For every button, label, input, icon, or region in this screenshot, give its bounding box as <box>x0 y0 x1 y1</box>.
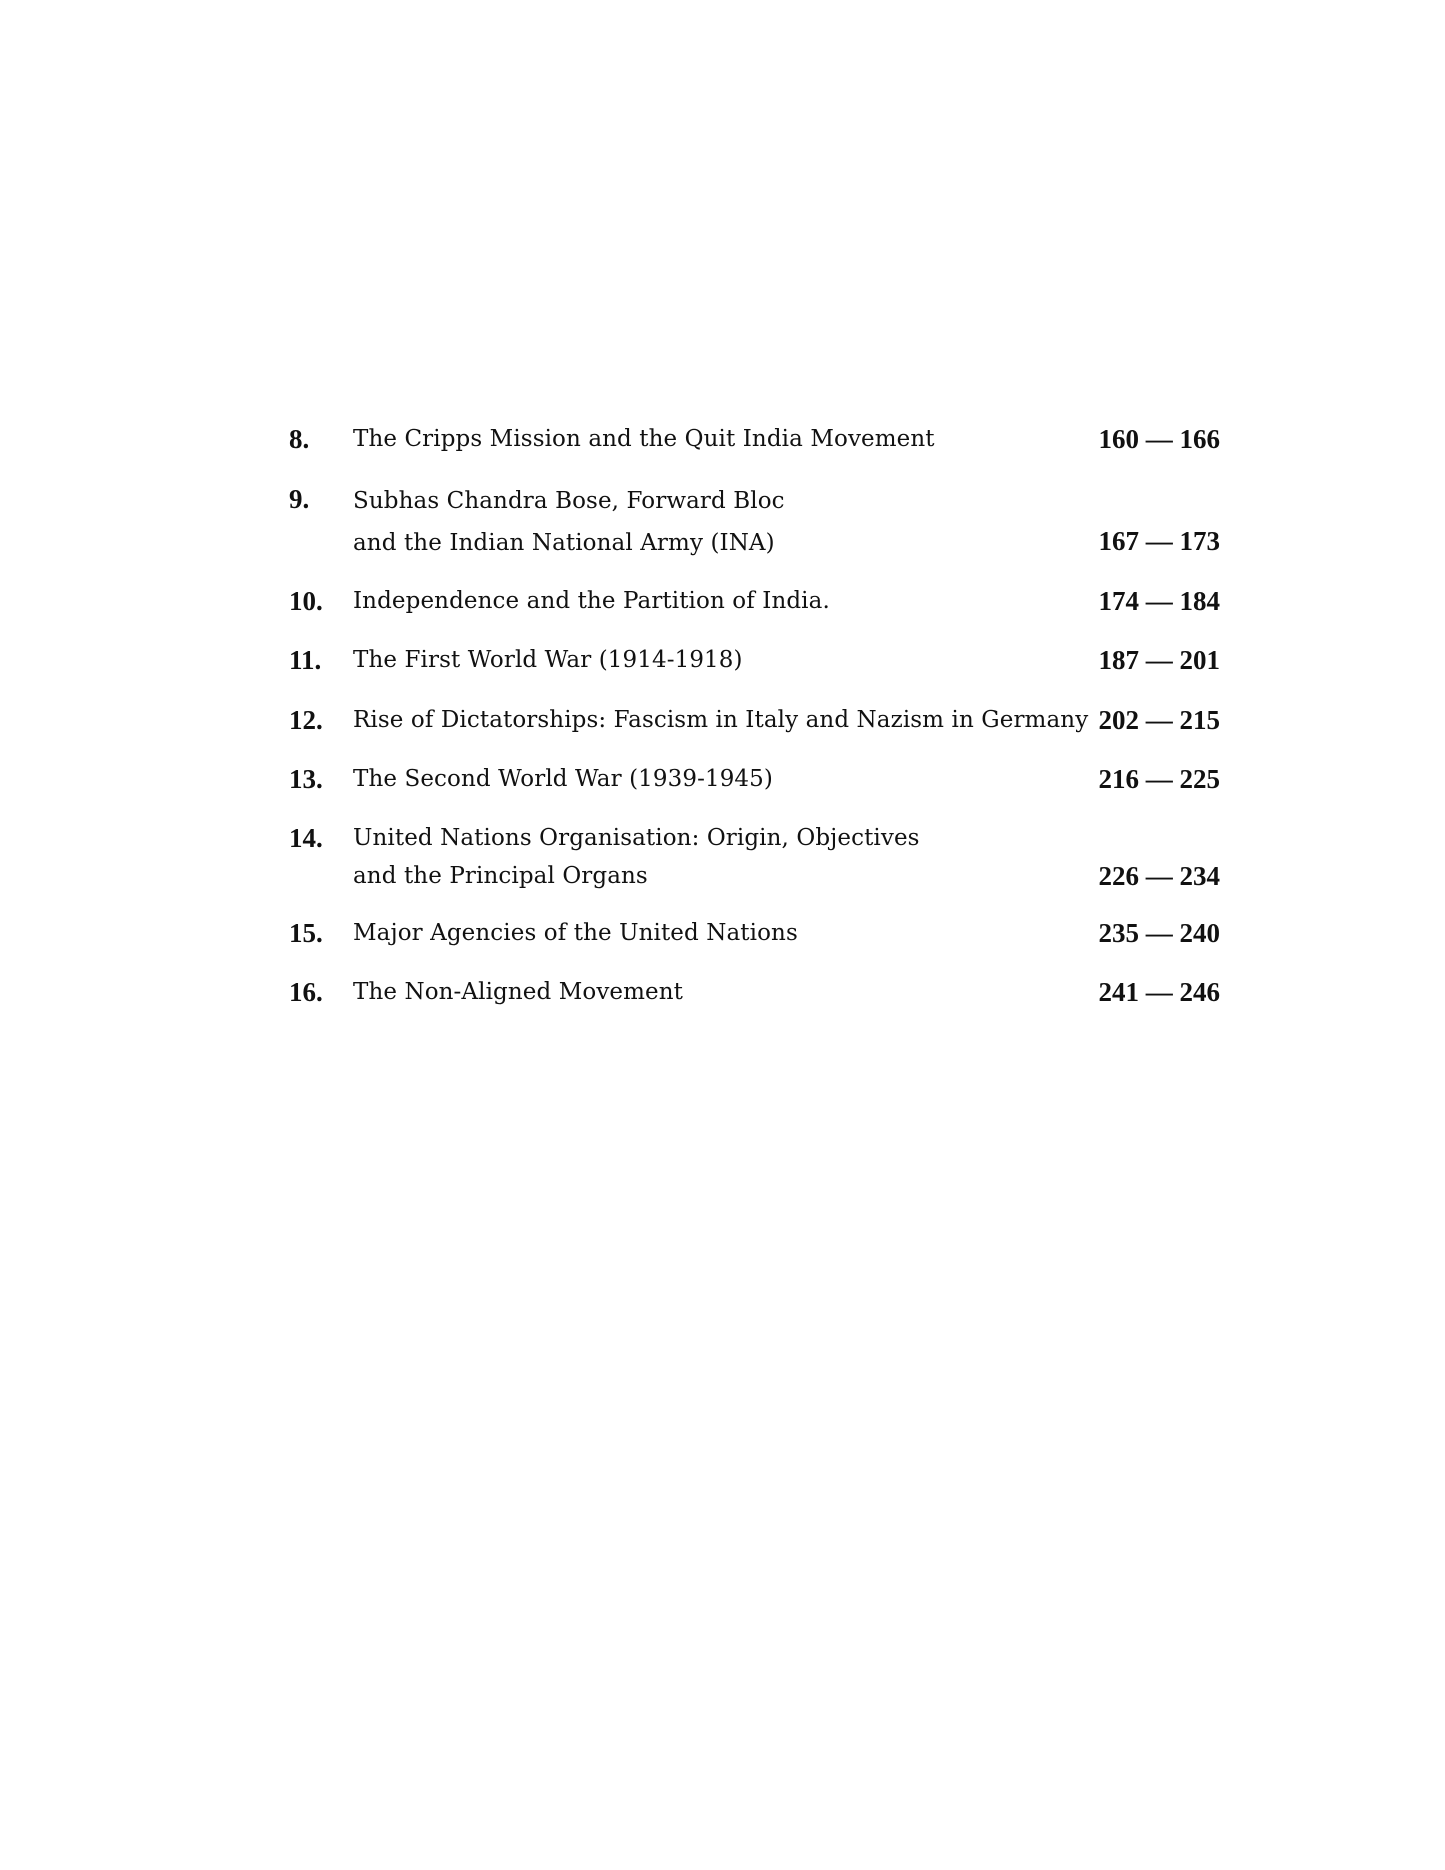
chapter-title-line: and the Principal Organs <box>353 863 648 889</box>
chapter-title <box>353 760 1053 798</box>
page-range: 160 — 166 <box>1098 424 1220 454</box>
page-range: 187 — 201 <box>1098 645 1220 675</box>
chapter-number: 9. <box>289 484 310 514</box>
chapter-title-line: and the Indian National Army (INA) <box>353 530 775 556</box>
page-range: 174 — 184 <box>1098 586 1220 616</box>
chapter-title <box>353 819 1053 895</box>
chapter-title <box>353 914 1053 952</box>
chapter-title <box>353 701 1089 739</box>
chapter-title-line: Subhas Chandra Bose, Forward Bloc <box>353 488 785 514</box>
chapter-title-line: Rise of Dictatorships: Fascism in Italy and Nazism in Germany <box>353 707 1089 733</box>
chapter-number: 16. <box>289 977 323 1007</box>
chapter-number: 13. <box>289 764 323 794</box>
chapter-number: 15. <box>289 918 323 948</box>
page-range: 167 — 173 <box>1098 526 1220 556</box>
page-range: 235 — 240 <box>1098 918 1220 948</box>
chapter-title-line: Independence and the Partition of India. <box>353 588 830 614</box>
chapter-number: 10. <box>289 586 323 616</box>
chapter-title <box>353 582 1053 620</box>
chapter-title-line: The First World War (1914-1918) <box>353 647 743 673</box>
page-range: 216 — 225 <box>1098 764 1220 794</box>
chapter-title-line: Major Agencies of the United Nations <box>353 920 798 946</box>
chapter-number: 11. <box>289 645 322 675</box>
page-range: 202 — 215 <box>1098 705 1220 735</box>
chapter-title <box>353 480 1053 564</box>
chapter-title-line: The Second World War (1939-1945) <box>353 766 773 792</box>
chapter-title-line: The Non-Aligned Movement <box>353 979 684 1005</box>
chapter-number: 8. <box>289 424 310 454</box>
chapter-number: 12. <box>289 705 323 735</box>
chapter-title-line: United Nations Organisation: Origin, Objectives <box>353 825 920 851</box>
page-range: 241 — 246 <box>1098 977 1220 1007</box>
chapter-title <box>353 641 1053 679</box>
chapter-title-line: The Cripps Mission and the Quit India Movement <box>353 426 935 452</box>
page-range: 226 — 234 <box>1098 861 1220 891</box>
chapter-number: 14. <box>289 823 323 853</box>
chapter-title <box>353 420 1053 458</box>
chapter-title <box>353 973 1053 1011</box>
